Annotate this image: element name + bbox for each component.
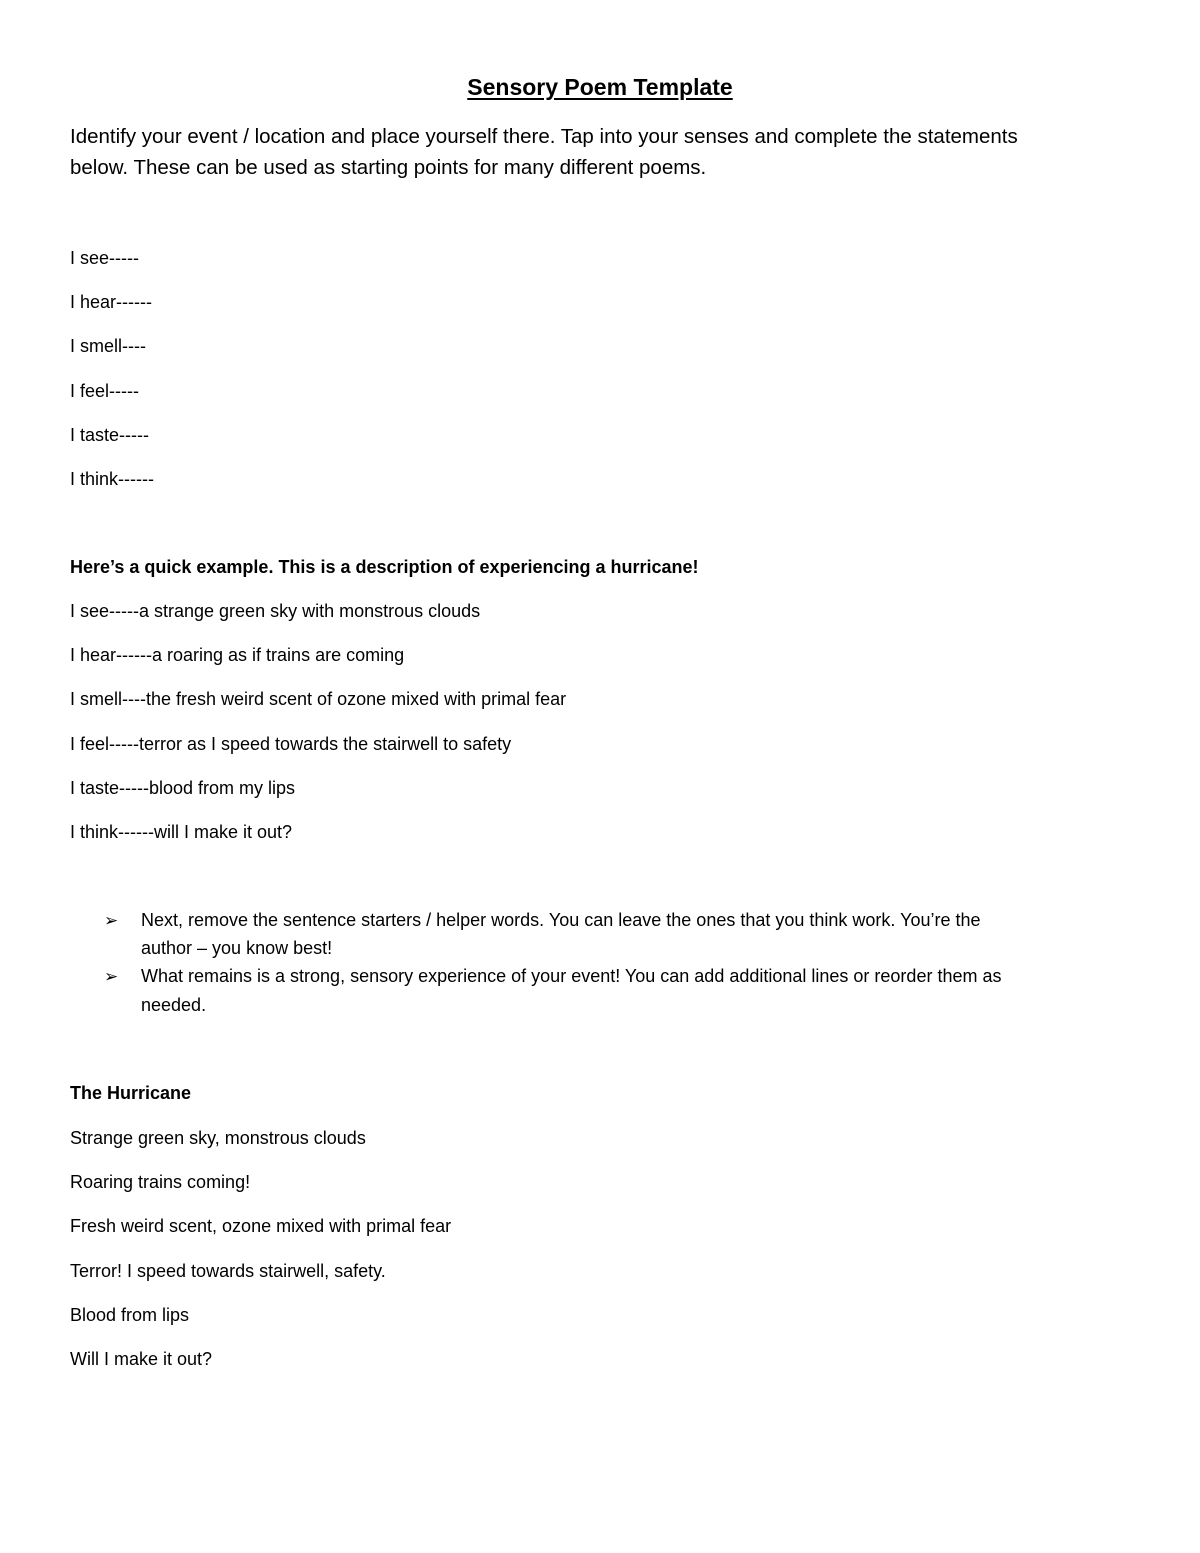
template-line-feel: I feel-----: [70, 381, 139, 401]
intro-line-1: Identify your event / location and place yourself there. Tap into your senses and complete the statements: [70, 125, 1018, 148]
arrow-bullet-icon: ➢: [104, 967, 119, 986]
template-line-hear: I hear------: [70, 292, 152, 312]
example-line-feel: I feel-----terror as I speed towards the stairwell to safety: [70, 734, 512, 754]
example-line-smell: I smell----the fresh weird scent of ozone mixed with primal fear: [70, 689, 567, 709]
template-line-smell: I smell----: [70, 336, 146, 356]
intro-line-2: below. These can be used as starting points for many different poems.: [70, 156, 707, 179]
example-line-hear: I hear------a roaring as if trains are coming: [70, 645, 405, 665]
bullet-1-line-2: author – you know best!: [141, 938, 333, 958]
template-line-think: I think------: [70, 469, 154, 489]
poem-title: The Hurricane: [70, 1083, 192, 1103]
poem-line-5: Blood from lips: [70, 1305, 190, 1325]
bullet-2-line-1: What remains is a strong, sensory experience of your event! You can add additional lines or reorder them as: [141, 966, 1002, 986]
example-line-think: I think------will I make it out?: [70, 822, 293, 842]
poem-line-6: Will I make it out?: [70, 1349, 213, 1369]
bullet-1-line-1: Next, remove the sentence starters / helper words. You can leave the ones that you think work. You’re the: [141, 910, 981, 930]
example-heading: Here’s a quick example. This is a description of experiencing a hurricane!: [70, 557, 699, 577]
poem-line-2: Roaring trains coming!: [70, 1172, 251, 1192]
bullet-2-line-2: needed.: [141, 995, 207, 1015]
poem-line-1: Strange green sky, monstrous clouds: [70, 1128, 366, 1148]
document-title: Sensory Poem Template: [467, 74, 733, 100]
template-line-see: I see-----: [70, 248, 139, 268]
poem-line-3: Fresh weird scent, ozone mixed with primal fear: [70, 1216, 452, 1236]
example-line-see: I see-----a strange green sky with monstrous clouds: [70, 601, 481, 621]
poem-line-4: Terror! I speed towards stairwell, safety.: [70, 1261, 386, 1281]
template-line-taste: I taste-----: [70, 425, 149, 445]
example-line-taste: I taste-----blood from my lips: [70, 778, 296, 798]
arrow-bullet-icon: ➢: [104, 911, 119, 930]
